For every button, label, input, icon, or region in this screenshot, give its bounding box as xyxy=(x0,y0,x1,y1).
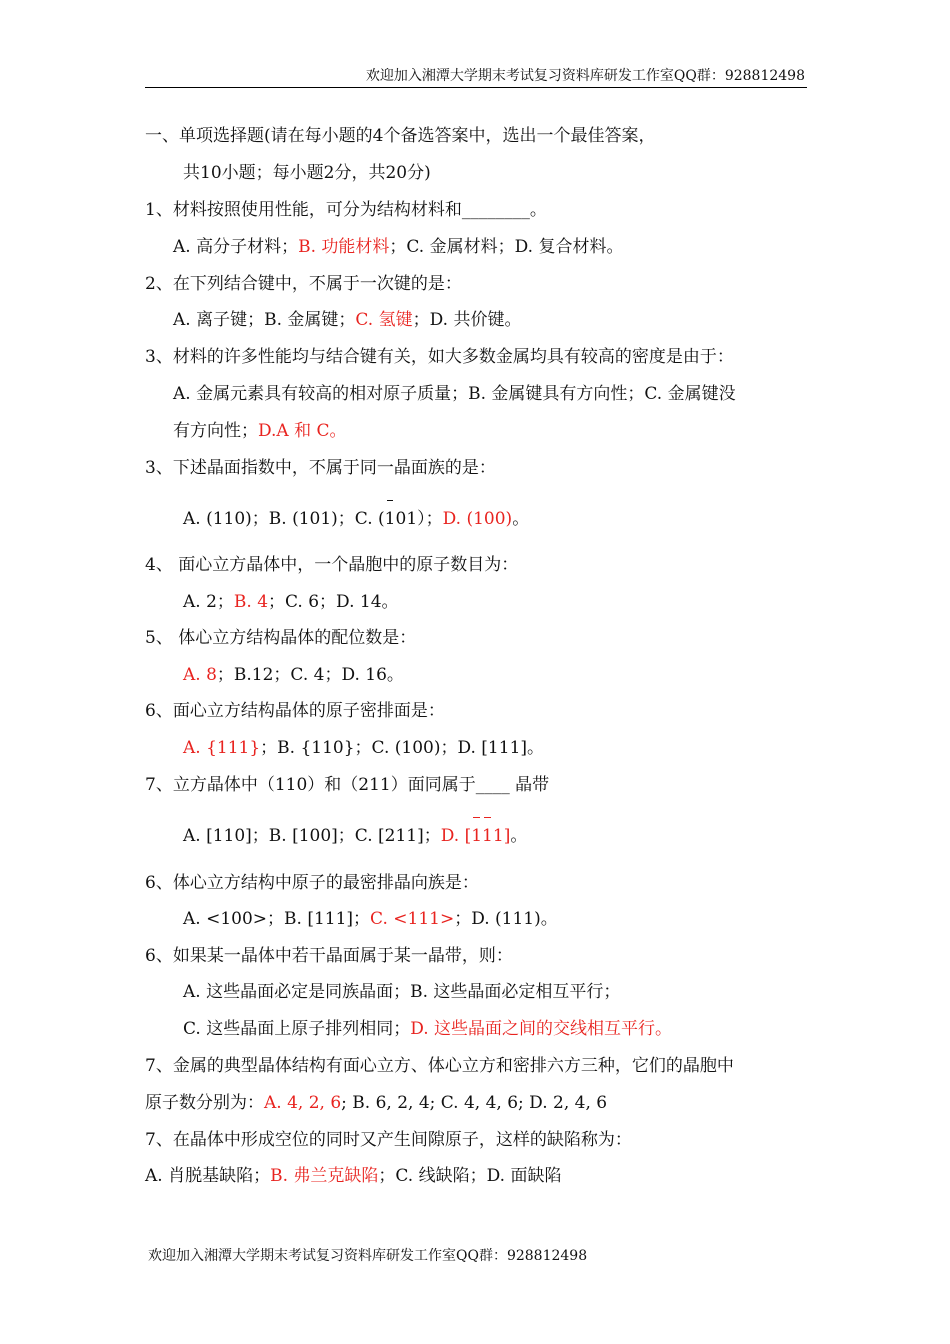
question-2-options xyxy=(173,308,521,332)
option-text: A. 金属元素具有较高的相对原子质量；B. 金属键具有方向性；C. 金属键没 xyxy=(173,384,736,404)
miller-index-0: 0 xyxy=(395,509,407,529)
question-11-stem: 7、金属的典型晶体结构有面心立方、体心立方和密排六方三种，它们的晶胞中 xyxy=(145,1056,734,1076)
question-8-stem: 7、立方晶体中（110）和（211）面同属于____ 晶带 xyxy=(145,775,550,795)
question-8-options xyxy=(183,824,527,848)
question-5-options xyxy=(183,590,399,614)
option-text: ；D. 共价键。 xyxy=(412,310,522,330)
question-7-stem: 6、面心立方结构晶体的原子密排面是： xyxy=(145,701,445,721)
miller-index-1: 1 xyxy=(406,509,418,529)
answer-highlight: D.A 和 C。 xyxy=(258,421,347,441)
question-10-options-line1 xyxy=(183,980,620,1004)
question-11-options xyxy=(145,1091,607,1115)
question-3-options-line1 xyxy=(173,382,736,406)
section-title-line1: 一、单项选择题(请在每小题的4个备选答案中，选出一个最佳答案， xyxy=(145,126,656,146)
answer-highlight: A. 4, 2, 6 xyxy=(264,1093,342,1113)
option-text: ; B. 6, 2, 4; C. 4, 4, 6; D. 2, 4, 6 xyxy=(341,1093,608,1113)
question-12-options xyxy=(145,1164,561,1188)
option-text: ；C. 金属材料；D. 复合材料。 xyxy=(389,237,624,257)
option-text: ；B. {110}；C. (100)；D. [111]。 xyxy=(260,738,545,758)
option-text: C. 这些晶面上原子排列相同； xyxy=(183,1019,411,1039)
option-text: 有方向性； xyxy=(173,421,258,441)
option-text: A. 这些晶面必定是同族晶面；B. 这些晶面必定相互平行； xyxy=(183,982,621,1002)
question-4-options xyxy=(183,507,529,531)
miller-index-bar-1: 1 xyxy=(471,826,483,846)
question-3-stem: 3、材料的许多性能均与结合键有关，如大多数金属均具有较高的密度是由于： xyxy=(145,347,734,367)
question-10-options-line2 xyxy=(183,1017,672,1041)
question-4-stem: 3、下述晶面指数中，不属于同一晶面族的是： xyxy=(145,458,496,478)
option-text: ）； xyxy=(417,509,443,529)
question-5-stem: 4、 面心立方晶体中，一个晶胞中的原子数目为： xyxy=(145,555,519,575)
question-6-stem: 5、 体心立方结构晶体的配位数是： xyxy=(145,628,417,648)
option-text: 。 xyxy=(510,826,528,846)
section-title-line2: 共10小题；每小题2分，共20分) xyxy=(183,163,431,183)
answer-highlight: D. (100) xyxy=(442,509,513,529)
option-text: A. 高分子材料； xyxy=(173,237,299,257)
answer-suffix: ] xyxy=(503,826,511,846)
question-9-stem: 6、体心立方结构中原子的最密排晶向族是： xyxy=(145,873,479,893)
option-text: A. 离子键；B. 金属键； xyxy=(173,310,356,330)
miller-index-bar-2: 1 xyxy=(482,826,493,846)
option-text: ；C. 6；D. 14。 xyxy=(268,592,399,612)
answer-highlight: C. 氢键 xyxy=(355,310,413,330)
miller-index-bar-1: 1 xyxy=(384,509,396,529)
answer-prefix: D. [ xyxy=(440,826,472,846)
question-10-stem: 6、如果某一晶体中若干晶面属于某一晶带，则： xyxy=(145,946,513,966)
option-text: A. (110)；B. (101)；C. ( xyxy=(183,509,385,529)
answer-highlight: A. 8 xyxy=(183,665,217,685)
answer-highlight: C. <111> xyxy=(370,909,455,929)
answer-highlight: B. 4 xyxy=(233,592,269,612)
question-12-stem: 7、在晶体中形成空位的同时又产生间隙原子，这样的缺陷称为： xyxy=(145,1130,632,1150)
question-6-options xyxy=(183,663,404,687)
page-header: 欢迎加入湘潭大学期末考试复习资料库研发工作室QQ群：928812498 xyxy=(365,68,805,84)
question-1-stem: 1、材料按照使用性能，可分为结构材料和________。 xyxy=(145,200,547,220)
answer-highlight: D. 这些晶面之间的交线相互平行。 xyxy=(410,1019,673,1039)
option-text: ；B.12；C. 4；D. 16。 xyxy=(216,665,404,685)
question-3-options-line2 xyxy=(173,419,347,443)
page-footer: 欢迎加入湘潭大学期末考试复习资料库研发工作室QQ群：928812498 xyxy=(148,1248,588,1264)
option-text: 。 xyxy=(512,509,530,529)
question-9-options xyxy=(183,907,558,931)
answer-highlight xyxy=(441,826,511,846)
option-text: A. 肖脱基缺陷； xyxy=(145,1166,271,1186)
header-rule xyxy=(145,87,807,88)
answer-highlight: B. 弗兰克缺陷 xyxy=(270,1166,379,1186)
question-1-options xyxy=(173,235,623,259)
option-text: 原子数分别为： xyxy=(145,1093,264,1113)
option-text: A. <100>；B. [111]； xyxy=(183,909,371,929)
option-text: ；C. 线缺陷；D. 面缺陷 xyxy=(378,1166,562,1186)
answer-highlight: B. 功能材料 xyxy=(298,237,390,257)
option-text: A. 2； xyxy=(183,592,234,612)
answer-highlight: A. {111} xyxy=(183,738,261,758)
option-text: ；D. (111)。 xyxy=(454,909,558,929)
option-text: A. [110]；B. [100]；C. [211]； xyxy=(183,826,441,846)
question-2-stem: 2、在下列结合键中，不属于一次键的是： xyxy=(145,274,462,294)
miller-index-3: 1 xyxy=(492,826,504,846)
question-7-options xyxy=(183,736,544,760)
